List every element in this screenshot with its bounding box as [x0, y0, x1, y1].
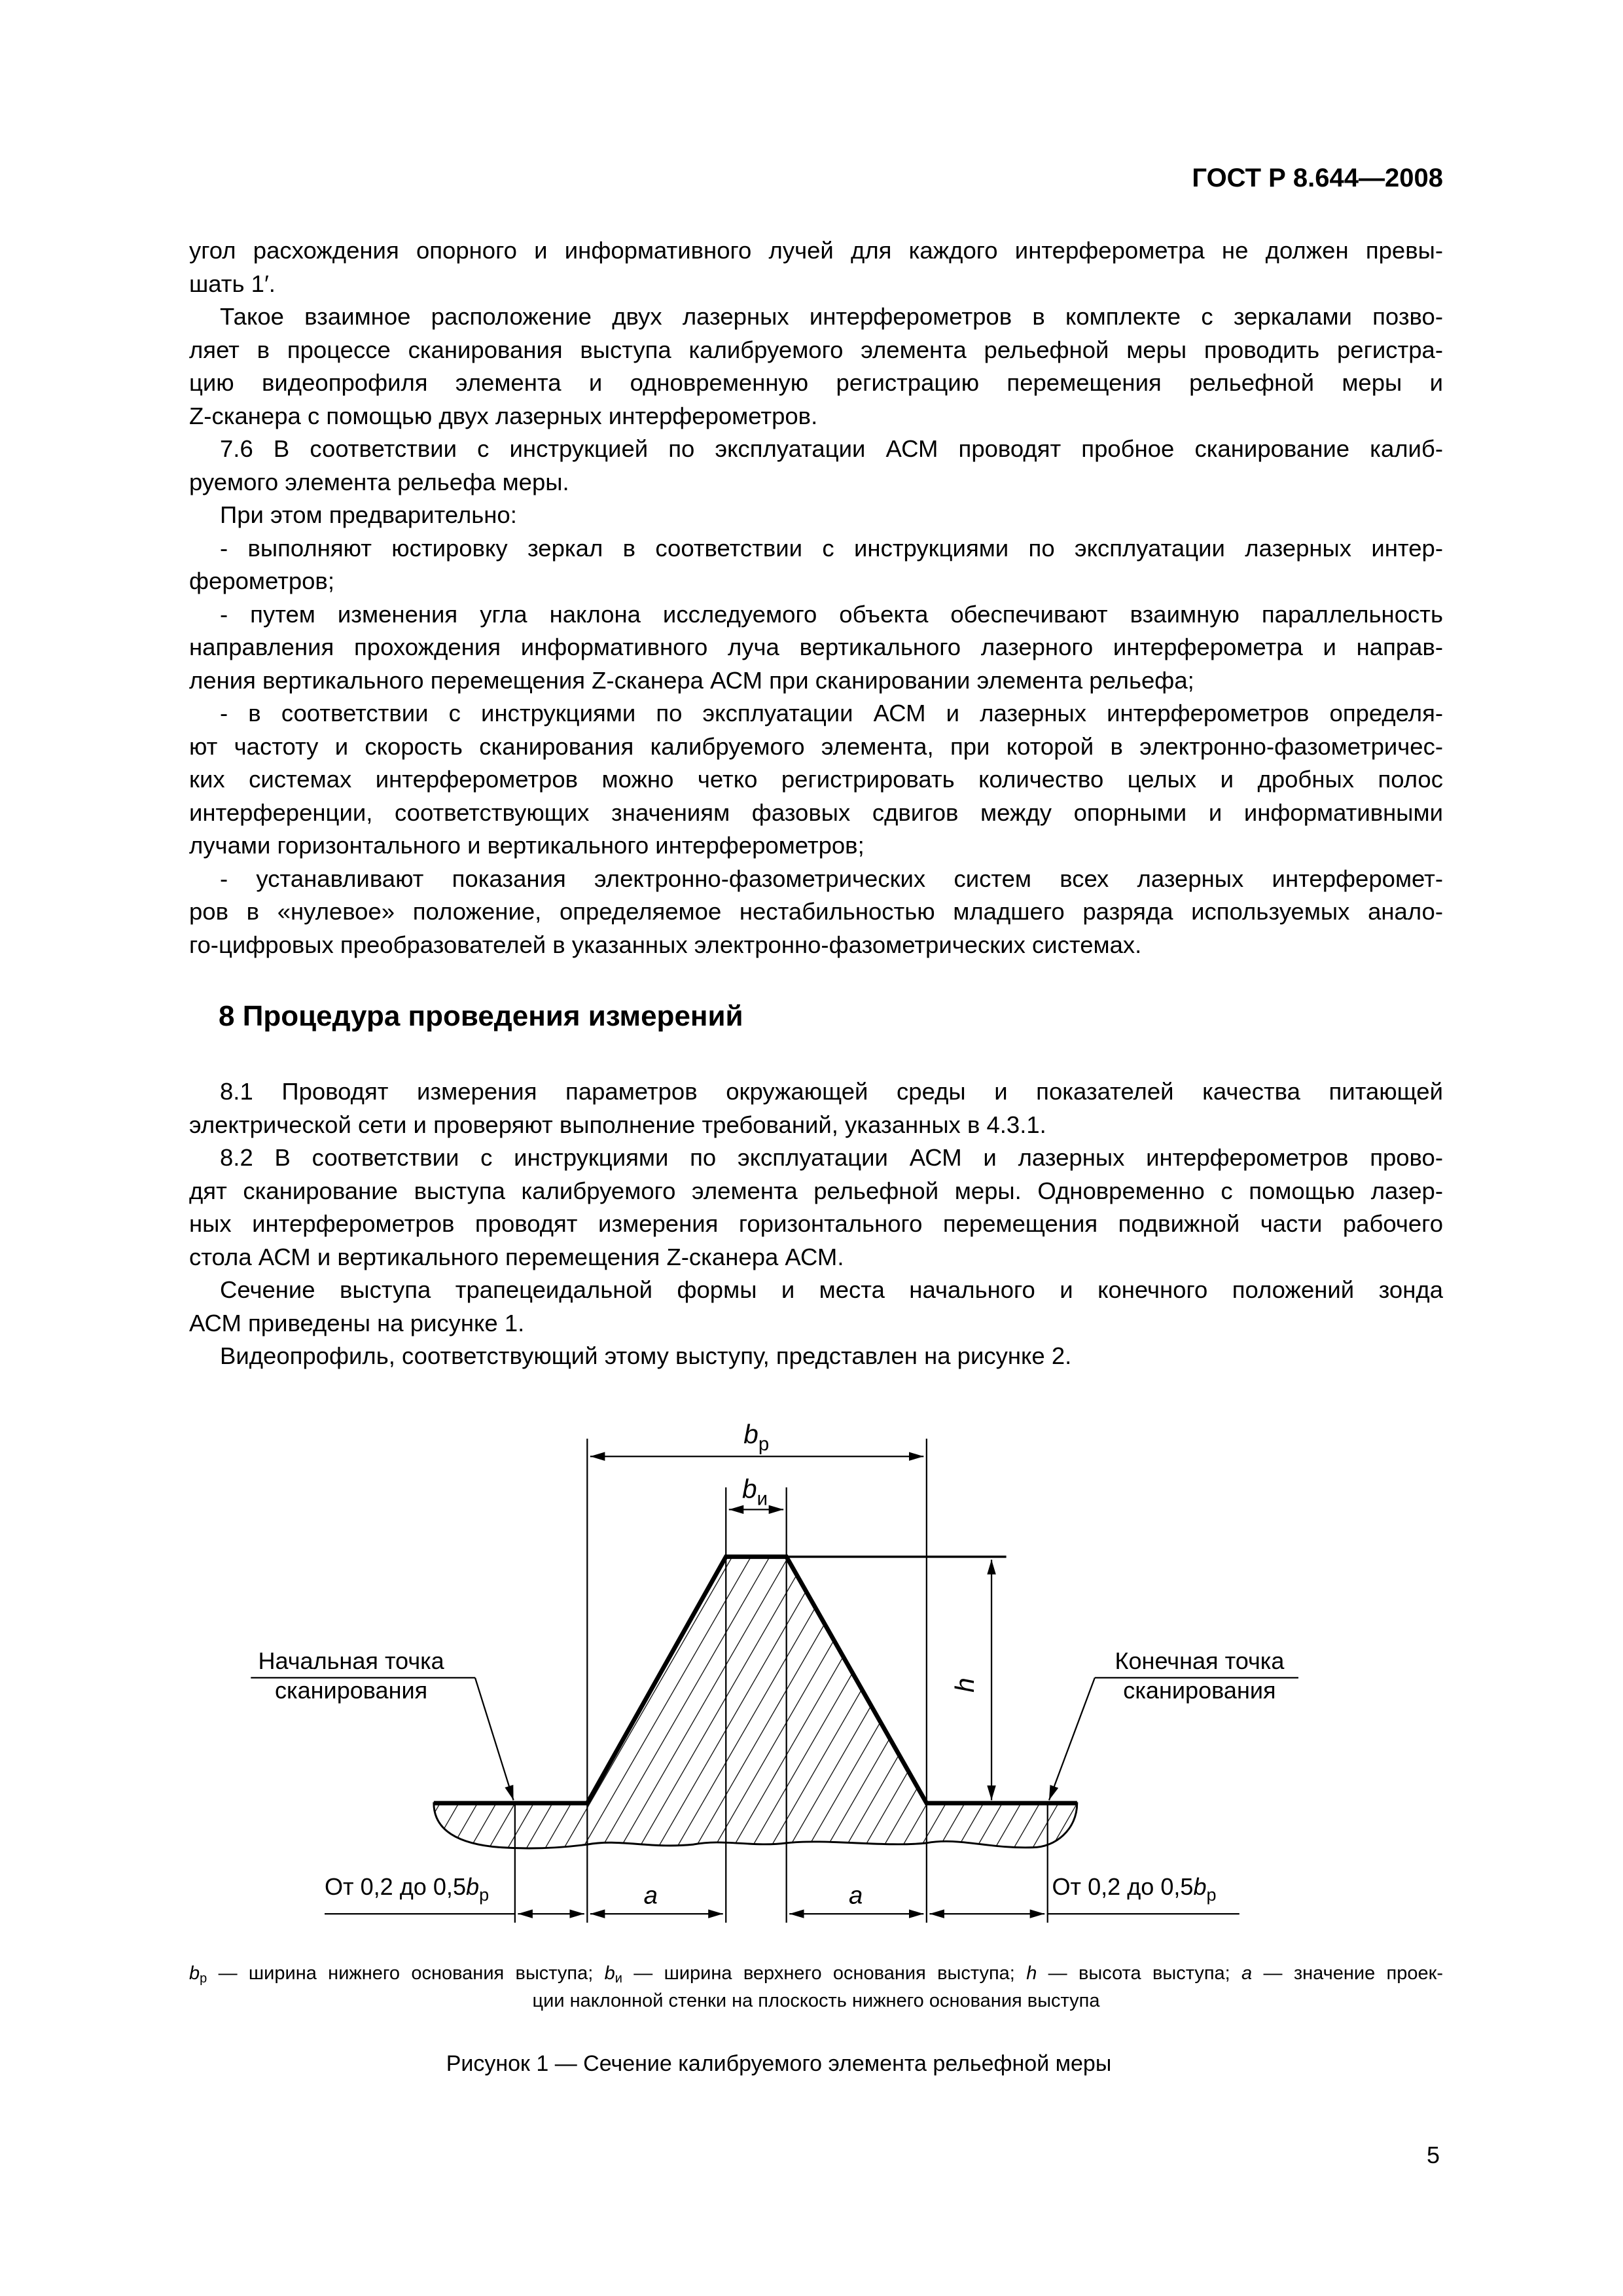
text-line: ров в «нулевое» положение, определяемое нестабильностью младшего разряда используемых анало- — [189, 898, 1443, 925]
text-line: ферометров; — [189, 567, 334, 594]
legend-text: — высота выступа; — [1037, 1963, 1242, 1984]
end-range-label: От 0,2 до $0,5b_р$ — [1052, 1873, 1217, 1905]
text-line: ных интерферометров проводят измерения горизонтального перемещения подвижной части рабочего — [189, 1210, 1443, 1237]
legend-symbol: b — [604, 1963, 615, 1984]
a-label-left: a — [643, 1881, 658, 1910]
a-label-right: a — [848, 1881, 863, 1910]
start-point-label-2: сканирования — [274, 1676, 428, 1704]
bi-label: $b_и$ — [742, 1473, 768, 1510]
text-line: лучами горизонтального и вертикального интерферометров; — [189, 832, 865, 859]
text-line: 7.6 В соответствии с инструкцией по эксплуатации АСМ проводят пробное сканирование калиб- — [220, 435, 1443, 462]
figure-legend — [189, 1960, 1443, 2015]
legend-text: — значение проек- — [1252, 1963, 1443, 1984]
document-id-header: ГОСТ Р 8.644—2008 — [1192, 164, 1443, 192]
end-point-label: Конечная точка — [1115, 1647, 1285, 1674]
text-line: ких системах интерферометров можно четко регистрировать количество целых и дробных полос — [189, 766, 1443, 793]
start-point-label: Начальная точка — [258, 1647, 444, 1674]
text-line: руемого элемента рельефа меры. — [189, 468, 569, 495]
legend-text: — ширина верхнего основания выступа; — [622, 1963, 1027, 1984]
page-number: 5 — [1427, 2142, 1440, 2168]
bp-label: $b_р$ — [743, 1418, 770, 1456]
legend-line-2: ции наклонной стенки на плоскость нижнего основания выступа — [532, 1990, 1100, 2011]
legend-subscript: и — [615, 1971, 622, 1986]
legend-text: — ширина нижнего основания выступа; — [207, 1963, 605, 1984]
legend-line-1 — [189, 1960, 1443, 1987]
text-line: 8.1 Проводят измерения параметров окружающей среды и показателей качества питающей — [220, 1078, 1443, 1105]
text-line: Z-сканера с помощью двух лазерных интерферометров. — [189, 402, 818, 429]
figure-caption: Рисунок 1 — Сечение калибруемого элемента рельефной меры — [446, 2051, 1112, 2076]
text-line: интерференции, соответствующих значениям фазовых сдвигов между опорными и информативными — [189, 798, 1443, 826]
h-label: h — [949, 1677, 980, 1693]
text-line: АСМ приведены на рисунке 1. — [189, 1309, 525, 1336]
text-line: шать 1′. — [189, 270, 276, 297]
legend-symbol: b — [189, 1963, 200, 1984]
text-line: 8.2 В соответствии с инструкциями по эксплуатации АСМ и лазерных интерферометров прово- — [220, 1144, 1443, 1171]
text-line: При этом предварительно: — [220, 501, 517, 528]
text-line: Сечение выступа трапецеидальной формы и места начального и конечного положений зонда — [220, 1276, 1443, 1303]
legend-symbol: h — [1026, 1963, 1037, 1984]
legend-symbol: a — [1241, 1963, 1253, 1984]
section-heading: 8 Процедура проведения измерений — [219, 1000, 743, 1032]
text-line: ления вертикального перемещения Z-сканера АСМ при сканировании элемента рельефа; — [189, 666, 1194, 694]
text-line: угол расхождения опорного и информативного лучей для каждого интерферометра не должен превы- — [189, 237, 1443, 264]
text-line: цию видеопрофиля элемента и одновременную регистрацию перемещения рельефной меры и — [189, 369, 1443, 396]
text-line: - устанавливают показания электронно-фазометрических систем всех лазерных интерферомет- — [220, 865, 1443, 892]
text-line: Видеопрофиль, соответствующий этому выступу, представлен на рисунке 2. — [220, 1342, 1072, 1369]
text-line: ляет в процессе сканирования выступа калибруемого элемента рельефной меры проводить регистра- — [189, 336, 1443, 363]
text-line: стола АСМ и вертикального перемещения Z-сканера АСМ. — [189, 1243, 844, 1270]
legend-subscript: р — [200, 1971, 207, 1986]
text-line: Такое взаимное расположение двух лазерных интерферометров в комплекте с зеркалами позво- — [220, 303, 1443, 330]
text-line: дят сканирование выступа калибруемого элемента рельефной меры. Одновременно с помощью лазер- — [189, 1177, 1443, 1204]
text-line: го-цифровых преобразователей в указанных электронно-фазометрических системах. — [189, 931, 1142, 958]
text-line: - путем изменения угла наклона исследуемого объекта обеспечивают взаимную параллельность — [220, 600, 1443, 628]
text-line: ют частоту и скорость сканирования калибруемого элемента, при которой в электронно-фазометричес- — [189, 732, 1443, 760]
text-line: - в соответствии с инструкциями по эксплуатации АСМ и лазерных интерферометров определя- — [220, 700, 1443, 726]
start-range-label: От 0,2 до $0,5b_р$ — [325, 1873, 490, 1905]
text-line: электрической сети и проверяют выполнение требований, указанных в 4.3.1. — [189, 1111, 1046, 1138]
end-point-label-2: сканирования — [1123, 1676, 1276, 1704]
text-line: - выполняют юстировку зеркал в соответствии с инструкциями по эксплуатации лазерных интер- — [220, 534, 1443, 562]
text-line: направления прохождения информативного луча вертикального лазерного интерферометра и направ- — [189, 634, 1443, 660]
